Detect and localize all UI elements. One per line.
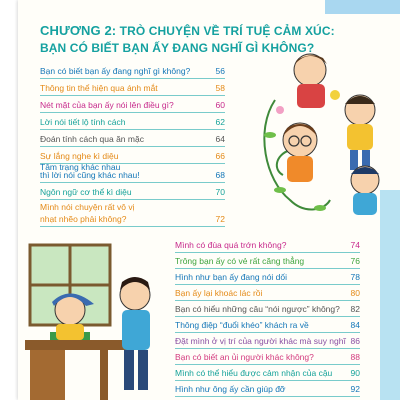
toc-entry-title: Bạn có biết an ủi người khác không?: [175, 352, 314, 362]
toc-entry-page: 60: [215, 100, 225, 110]
chapter-number: CHƯƠNG 2:: [40, 23, 117, 38]
toc-entry[interactable]: [175, 300, 360, 317]
toc-entry-page: 80: [350, 288, 360, 298]
toc-entry-page: 84: [350, 320, 360, 330]
toc-entry[interactable]: [40, 200, 225, 227]
toc-entry-page: 68: [215, 170, 225, 180]
toc-entry-title: Bạn có hiểu những câu “nói ngược” không?: [175, 304, 340, 314]
toc-entry[interactable]: [40, 96, 225, 113]
kids-illustration: [235, 40, 400, 230]
toc-entry-title: Ngôn ngữ cơ thể kì diệu: [40, 187, 132, 197]
toc-entry-title: Sự lắng nghe kì diệu: [40, 151, 119, 161]
toc-entry-title-line2: nhạt nhẽo phải không?: [40, 214, 127, 224]
toc-entry-page: 56: [215, 66, 225, 76]
toc-entry-title: Lời nói tiết lộ tính cách: [40, 117, 126, 127]
toc-entry-title-line2: thì lời nói cũng khác nhau!: [40, 170, 140, 180]
toc-entry[interactable]: [40, 62, 225, 79]
toc-entry-title: Thông điệp “đuổi khéo” khách ra về: [175, 320, 309, 330]
top-color-band: [325, 0, 400, 14]
toc-entry[interactable]: [175, 284, 360, 301]
toc-entry[interactable]: [175, 316, 360, 333]
toc-entry-title: Nét mặt của bạn ấy nói lên điều gì?: [40, 100, 174, 110]
toc-entry[interactable]: [175, 348, 360, 365]
toc-entry-title: Mình có thể hiểu được cảm nhận của cậu: [175, 368, 333, 378]
chapter-title-line1: TRÒ CHUYỆN VỀ TRÍ TUỆ CẢM XÚC:: [119, 24, 335, 38]
desk-illustration: [20, 240, 170, 400]
toc-entry-page: 70: [215, 187, 225, 197]
toc-entry[interactable]: [175, 364, 360, 381]
toc-entry-title: Hình như ông ấy cần giúp đỡ: [175, 384, 286, 394]
toc-entry-page: 78: [350, 272, 360, 282]
toc-entry-title: Bạn có biết bạn ấy đang nghĩ gì không?: [40, 66, 191, 76]
toc-entry[interactable]: [40, 160, 225, 183]
toc-entry-title: Thông tin thể hiện qua ánh mắt: [40, 83, 158, 93]
toc-entry-page: 58: [215, 83, 225, 93]
toc-entry-page: 90: [350, 368, 360, 378]
toc-entry-page: 76: [350, 256, 360, 266]
toc-entry-page: 86: [350, 336, 360, 346]
toc-entry-page: 62: [215, 117, 225, 127]
toc-entry-page: 92: [350, 384, 360, 394]
toc-entry[interactable]: [40, 130, 225, 147]
toc-entry-page: 64: [215, 134, 225, 144]
toc-entry-title: Mình có đùa quá trớn không?: [175, 240, 287, 250]
chapter-title-line2: BẠN CÓ BIẾT BẠN ẤY ĐANG NGHĨ GÌ KHÔNG?: [40, 41, 315, 55]
toc-entry[interactable]: [40, 113, 225, 130]
toc-entry[interactable]: [175, 236, 360, 253]
toc-entry-title: Bạn ấy lại khoác lác rồi: [175, 288, 263, 298]
toc-entry-title: Trông bạn ấy có vẻ rất căng thẳng: [175, 256, 305, 266]
toc-entry[interactable]: [175, 380, 360, 397]
toc-entry-title: Đoán tính cách qua ăn mặc: [40, 134, 144, 144]
toc-entry-page: 66: [215, 151, 225, 161]
toc-entry-page: 74: [350, 240, 360, 250]
toc-entry-page: 88: [350, 352, 360, 362]
toc-entry-page: 72: [215, 214, 225, 224]
toc-entry[interactable]: [40, 183, 225, 200]
toc-entry[interactable]: [175, 332, 360, 349]
toc-entry-title: Hình như bạn ấy đang nói dối: [175, 272, 288, 282]
toc-entry-title: Tâm trạng khác nhau: [40, 162, 121, 172]
toc-entry[interactable]: [175, 252, 360, 269]
toc-entry[interactable]: [40, 79, 225, 96]
toc-entry-title: Đặt mình ở vị trí của người khác mà suy nghĩ: [175, 336, 346, 346]
toc-entry[interactable]: [175, 268, 360, 285]
toc-entry-title: Mình nói chuyện rất vô vị: [40, 202, 135, 212]
toc-entry-page: 82: [350, 304, 360, 314]
